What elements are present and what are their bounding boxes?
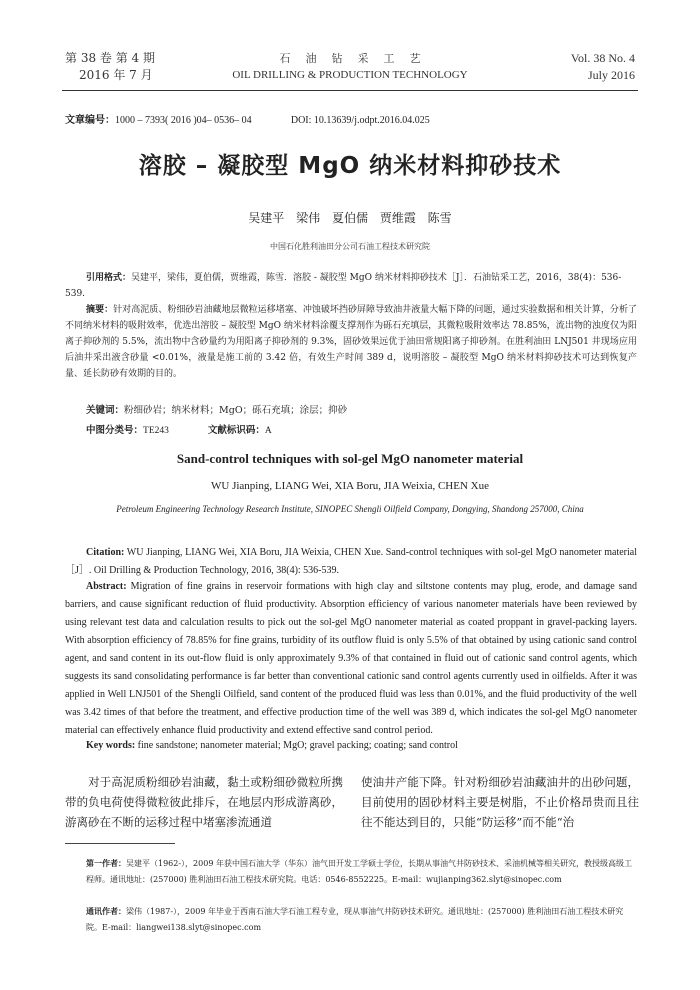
institution-cn: 中国石化胜利油田分公司石油工程技术研究院 bbox=[270, 242, 430, 251]
abstract-cn-text: 针对高泥质、粉细砂岩油藏地层微粒运移堵塞、冲蚀破坏挡砂屏障导致油井液量大幅下降的问题，通过实验数据和相关计算，分析了不同纳米材料的吸附效率，优选出溶胶 – 凝胶型 MgO 纳米材料涂覆支撑剂作为砾石充填层，其微粒吸附效率达 78.85%，流出物的浊度仅为阳离子抑砂剂的 5.5%，流出物中含砂量约为用阳离子抑砂剂的 9.3%，固砂效果远优于油田常规阳离子抑砂剂。在胜利油田 LNJ501 井现场应用后油井采出液含砂量 <0.01%，液量是施工前的 3.42 倍，有效生产时间 389 d，说明溶胶 – 凝胶型 MgO 纳米材料抑砂技术可达到恢复产量、延长防砂有效期的目的。 bbox=[65, 305, 637, 379]
journal-name-cn: 石油钻采工艺 bbox=[279, 52, 436, 65]
citation-cn-text: 吴建平，梁伟，夏伯儒，贾维霞，陈雪．溶胶 - 凝胶型 MgO 纳米材料抑砂技术［J］．石油钻采工艺，2016，38(4)：536-539. bbox=[65, 273, 622, 299]
author-cn: 梁伟 bbox=[296, 211, 321, 225]
volume-issue-en: Vol. 38 No. 4 bbox=[570, 51, 635, 65]
keywords-cn-text: 粉细砂岩；纳米材料；MgO；砾石充填；涂层；抑砂 bbox=[124, 405, 348, 416]
citation-cn-label: 引用格式： bbox=[86, 273, 132, 283]
header-journal bbox=[200, 50, 500, 84]
article-number: 1000 – 7393( 2016 )04– 0536– 04 bbox=[115, 115, 252, 126]
clc-label: 中图分类号： bbox=[86, 425, 144, 436]
doc-code-label: 文献标识码： bbox=[207, 425, 265, 436]
date-cn: 2016 年 7 月 bbox=[79, 68, 153, 82]
abstract-en-text: Migration of fine grains in reservoir formations with high clay and siltstone contents may plug, erode, and damage sand barriers, and cause significant reduction of fluid productivity. Absorption efficiency of various nanometer materials have been reviewed by using relevant test data and calculation results to pick out the sol-gel MgO nanometer material as coated proppant in gravel-packing layers. With absorption efficiency of 78.85% for fine grains, turbidity of its outflow fluid is only 5.5% of that obtained by using cationic sand control agent, and sand content in its out-flow fluid is only approximately 9.3% of that contained in fluid out of cationic sand control agents, which suggests its sand consolidating performance is far better than conventional cationic sand control agents currently used in oilfields. After it was applied in Well LNJ501 of the Shengli Oilfield, sand content of the produced fluid was less than 0.01%, and the fluid productivity of the well was 3.42 times of that before the treatment, and effective production time of the well was 389 d, which indicates the sol-gel MgO nanometer material can effectively enhance fluid productivity and extend effective sand control period. bbox=[65, 581, 638, 736]
author-cn: 陈雪 bbox=[427, 211, 452, 225]
corresponding-author-text: 梁伟（1987-），2009 年毕业于西南石油大学石油工程专业，现从事油气井防砂技术研究。通讯地址：(257000) 胜利油田石油工程技术研究院。E-mail：liangwei138.slyt@sinopec.com bbox=[86, 907, 624, 932]
doc-code-value: A bbox=[264, 426, 272, 436]
footnote-corresponding-author bbox=[86, 904, 638, 936]
doi: DOI: 10.13639/j.odpt.2016.04.025 bbox=[290, 115, 430, 126]
classification-cn bbox=[86, 422, 272, 436]
date-en: July 2016 bbox=[587, 68, 635, 82]
article-info bbox=[65, 111, 430, 126]
corresponding-author-label: 通讯作者： bbox=[86, 907, 126, 916]
author-cn: 吴建平 bbox=[248, 211, 285, 225]
body-column-right bbox=[361, 772, 639, 832]
abstract-cn bbox=[65, 302, 637, 382]
body-column-left bbox=[65, 772, 343, 832]
abstract-en-label: Abstract: bbox=[86, 581, 127, 592]
citation-en-label: Citation: bbox=[86, 547, 125, 558]
keywords-cn bbox=[86, 402, 347, 416]
article-number-label: 文章编号： bbox=[65, 115, 115, 126]
citation-en-text: WU Jianping, LIANG Wei, XIA Boru, JIA Weixia, CHEN Xue. Sand-control techniques with sol-gel MgO nanometer material［J］. Oil Drilling & Production Technology, 2016, 38(4): 536-539. bbox=[65, 547, 637, 576]
keywords-en-label: Key words: bbox=[86, 740, 136, 751]
first-author-label: 第一作者： bbox=[86, 859, 126, 868]
authors-en: WU Jianping, LIANG Wei, XIA Boru, JIA Weixia, CHEN Xue bbox=[211, 480, 489, 492]
keywords-en bbox=[86, 740, 458, 751]
footnote-first-author bbox=[86, 856, 638, 888]
footnote-rule bbox=[65, 843, 175, 844]
volume-issue-cn: 第 38 卷 第 4 期 bbox=[65, 51, 155, 65]
header-volume-cn bbox=[65, 50, 155, 84]
journal-name-en: OIL DRILLING & PRODUCTION TECHNOLOGY bbox=[232, 69, 468, 81]
title-cn: 溶胶 – 凝胶型 MgO 纳米材料抑砂技术 bbox=[138, 153, 562, 179]
body-right-text: 使油井产能下降。针对粉细砂岩油藏油井的出砂问题，目前使用的固砂材料主要是树脂，不止价格昂贵而且往往不能达到目的，只能“防运移”而不能“治 bbox=[361, 775, 639, 829]
citation-cn bbox=[65, 270, 637, 302]
authors-cn bbox=[0, 209, 700, 226]
first-author-text: 吴建平（1962-），2009 年获中国石油大学（华东）油气田开发工学硕士学位，长期从事油气井防砂技术、采油机械等相关研究，教授级高级工程师。通讯地址：(257000) 胜利油田石油工程技术研究院。电话：0546-8552225。E-mail：wujianping362.slyt@sinopec.com bbox=[86, 859, 632, 884]
keywords-en-text: fine sandstone; nanometer material; MgO; gravel packing; coating; sand control bbox=[137, 740, 458, 751]
institution-en: Petroleum Engineering Technology Research Institute, SINOPEC Shengli Oilfield Company, Dongying, Shandong 257000, China bbox=[116, 504, 584, 514]
clc-value: TE243 bbox=[143, 426, 169, 436]
citation-en bbox=[65, 544, 637, 580]
author-cn: 夏伯儒 bbox=[331, 211, 368, 225]
title-en: Sand-control techniques with sol-gel MgO nanometer material bbox=[176, 451, 524, 466]
author-cn: 贾维霞 bbox=[379, 211, 416, 225]
keywords-cn-label: 关键词： bbox=[86, 405, 125, 416]
body-left-text: 对于高泥质粉细砂岩油藏，黏土或粉细砂微粒所携带的负电荷使得微粒彼此排斥，在地层内形成游离砂，游离砂在不断的运移过程中堵塞渗流通道 bbox=[65, 775, 343, 829]
header-volume-en bbox=[571, 50, 635, 84]
header-rule bbox=[62, 90, 638, 91]
abstract-en bbox=[65, 578, 637, 740]
abstract-cn-label: 摘要： bbox=[86, 305, 114, 315]
